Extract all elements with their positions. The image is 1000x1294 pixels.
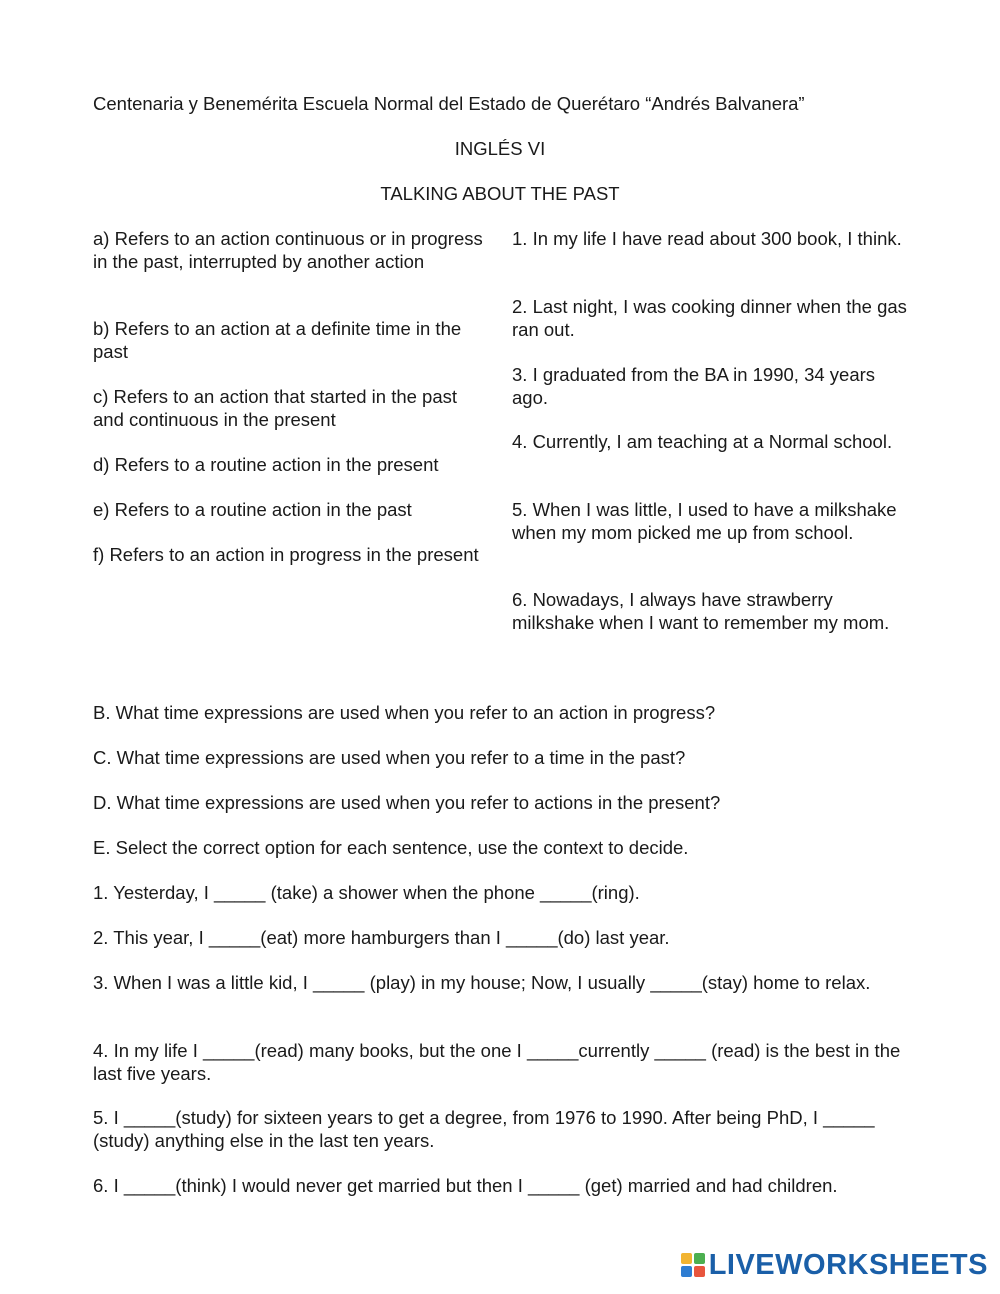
definition-c: c) Refers to an action that started in the past and continuous in the present [93, 386, 458, 430]
sentence-2: 2. Last night, I was cooking dinner when the gas ran out. [512, 296, 907, 340]
sentence-6: 6. Nowadays, I always have strawberry milkshake when I want to remember my mom. [512, 589, 890, 633]
definition-b: b) Refers to an action at a definite time in the past [93, 318, 462, 362]
course-title: INGLÉS VI [454, 138, 546, 159]
exercise-6: 6. I _____(think) I would never get married but then I _____ (get) married and had children. [93, 1175, 838, 1196]
logo-text: LIVEWORKSHEETS [708, 1249, 988, 1281]
sentence-1: 1. In my life I have read about 300 book, I think. [512, 228, 902, 249]
exercise-3: 3. When I was a little kid, I _____ (play) in my house; Now, I usually _____(stay) home to relax. [93, 972, 871, 993]
definition-f: f) Refers to an action in progress in the present [93, 544, 479, 565]
question-e: E. Select the correct option for each sentence, use the context to decide. [93, 837, 689, 858]
definition-d: d) Refers to a routine action in the present [93, 454, 439, 475]
sentence-5: 5. When I was little, I used to have a milkshake when my mom picked me up from school. [512, 499, 897, 543]
exercise-5: 5. I _____(study) for sixteen years to get a degree, from 1976 to 1990. After being PhD, I _____ (study) anything else in the last ten years. [93, 1107, 875, 1151]
liveworksheets-logo [681, 1250, 988, 1280]
definition-e: e) Refers to a routine action in the past [93, 499, 412, 520]
sentence-3: 3. I graduated from the BA in 1990, 34 years ago. [512, 364, 876, 408]
exercise-1: 1. Yesterday, I _____ (take) a shower when the phone _____(ring). [93, 882, 640, 903]
exercise-4: 4. In my life I _____(read) many books, but the one I _____currently _____ (read) is the best in the last five years. [93, 1040, 901, 1084]
topic-title: TALKING ABOUT THE PAST [380, 183, 620, 204]
question-d: D. What time expressions are used when you refer to actions in the present? [93, 792, 721, 813]
institution-title: Centenaria y Benemérita Escuela Normal del Estado de Querétaro “Andrés Balvanera” [93, 93, 805, 114]
liveworksheets-logo-icon [681, 1253, 705, 1277]
question-c: C. What time expressions are used when you refer to a time in the past? [93, 747, 686, 768]
question-b: B. What time expressions are used when you refer to an action in progress? [93, 702, 716, 723]
exercise-2: 2. This year, I _____(eat) more hamburgers than I _____(do) last year. [93, 927, 670, 948]
definition-a: a) Refers to an action continuous or in progress in the past, interrupted by another action [93, 228, 483, 272]
sentence-4: 4. Currently, I am teaching at a Normal school. [512, 431, 893, 452]
